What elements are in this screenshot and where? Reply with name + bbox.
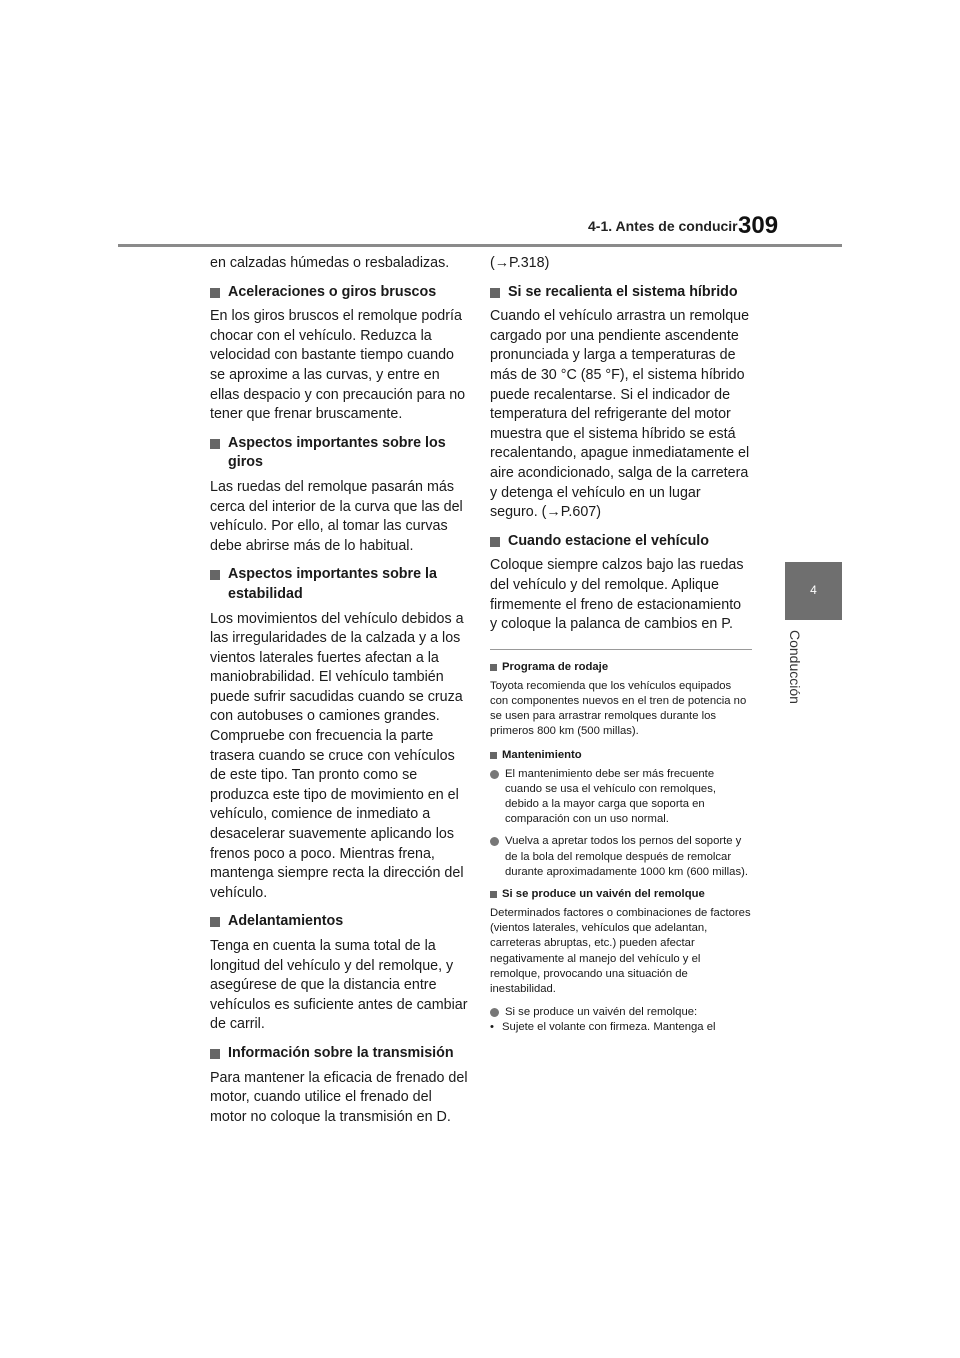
chapter-number: 4 [810, 583, 817, 597]
chapter-label-wrap [779, 630, 809, 710]
section-text: Tenga en cuenta la suma total de la longitud del vehículo y del remolque, y asegúrese de que la distancia entre vehículos es suficiente antes de cambiar de carril. [210, 938, 468, 1033]
section-text: Las ruedas del remolque pasarán más cerca del interior de la curva que las del vehículo. Por ello, al tomar las curvas debe abrirse más de lo habitual. [210, 478, 463, 554]
section-heading [210, 912, 468, 932]
note-bullet [490, 767, 752, 828]
section-text: Para mantener la eficacia de frenado del motor, cuando utilice el frenado del motor no coloque la transmisión en D. [210, 1069, 468, 1125]
bullet-text: Si se produce un vaivén del remolque: [505, 1006, 698, 1019]
page-number: 309 [738, 212, 779, 239]
heading-text: Información sobre la transmisión [228, 1044, 454, 1061]
circle-bullet-icon [490, 837, 499, 846]
section-text: Los movimientos del vehículo debidos a las irregularidades de la calzada y a los vientos laterales fuertes afectan a la maniobrabilidad. El vehículo también puede sufrir sacudidas cuando se cruza con autobuses o camiones grandes. Compruebe con frecuencia la parte trasera cuando se cruce con vehículos de este tipo. Tan pronto como se produzca este tipo de movimiento en el vehículo, comience de inmediato a desacelerar suavemente aplicando los frenos poco a poco. Mientras frena, mantenga siempre recta la dirección del vehículo. [210, 610, 464, 901]
section-heading [490, 283, 752, 303]
note-text: Determinados factores o combinaciones de factores (vientos laterales, vehículos que adelantan, carreteras abruptas, etc.) pueden afectar negativamente al manejo del vehículo y el remolque, provocando una situación de inestabilidad. [490, 906, 751, 995]
section-text: En los giros bruscos el remolque podría chocar con el vehículo. Reduzca la velocidad con bastante tiempo cuando se aproxime a las curvas, y entre en ellas despacio y con precaución para no tener que frenar bruscamente. [210, 308, 466, 423]
section-text: Cuando el vehículo arrastra un remolque cargado por una pendiente ascendente pronunciada y larga a temperaturas de más de 30 °C (85 °F), el sistema híbrido puede recalentarse. Si el indicador de temperatura del refrigerante del motor muestra que el sistema híbrido se está recalentando, apague inmediatamente el aire acondicionado, salga de la carretera y detenga el vehículo en un lugar seguro. (→P.607) [490, 308, 750, 521]
heading-text: Si se recalienta el sistema híbrido [508, 283, 738, 300]
section-text: Coloque siempre calzos bajo las ruedas del vehículo y del remolque. Aplique firmemente el freno de estacionamiento y coloque la palanca de cambios en P. [490, 557, 744, 633]
page-reference: (→P.318) [490, 255, 550, 271]
section-heading [210, 565, 468, 604]
section-heading [210, 434, 468, 473]
square-bullet-icon [210, 288, 220, 298]
note-heading-text: Si se produce un vaivén del remolque [502, 887, 705, 900]
square-bullet-icon [210, 917, 220, 927]
note-heading-text: Programa de rodaje [502, 660, 609, 673]
square-bullet-icon [490, 537, 500, 547]
heading-text: Aspectos importantes sobre los giros [228, 434, 446, 471]
circle-bullet-icon [490, 1008, 499, 1017]
dash-bullet-icon: • [490, 1021, 494, 1034]
note-text: Toyota recomienda que los vehículos equipados con componentes nuevos en el tren de potencia no se usen para arrastrar remolques durante los primeros 800 km (500 millas). [490, 679, 747, 738]
section-title: 4-1. Antes de conducir [588, 218, 738, 234]
notes-divider [490, 649, 752, 650]
header-divider [118, 244, 842, 247]
circle-bullet-icon [490, 770, 499, 779]
square-bullet-icon [490, 891, 497, 898]
square-bullet-icon [210, 570, 220, 580]
dash-item [490, 1020, 752, 1035]
intro-text: en calzadas húmedas o resbaladizas. [210, 255, 450, 271]
right-column [490, 254, 752, 1036]
heading-text: Cuando estacione el vehículo [508, 532, 710, 549]
dash-text: Sujete el volante con firmeza. Mantenga el [502, 1021, 716, 1034]
square-bullet-icon [490, 664, 497, 671]
bullet-text: Vuelva a apretar todos los pernos del soporte y de la bola del remolque después de remolcar durante aproximadamente 1000 km (600 millas). [505, 835, 749, 878]
square-bullet-icon [490, 288, 500, 298]
left-column [210, 254, 468, 1136]
heading-text: Aspectos importantes sobre la estabilidad [228, 566, 437, 602]
note-heading [490, 887, 752, 902]
square-bullet-icon [210, 439, 220, 449]
note-bullet [490, 1005, 752, 1020]
note-bullet [490, 834, 752, 880]
section-heading [490, 532, 752, 552]
heading-text: Adelantamientos [228, 913, 344, 930]
section-heading [210, 1044, 468, 1064]
note-heading [490, 748, 752, 763]
square-bullet-icon [490, 752, 497, 759]
heading-text: Aceleraciones o giros bruscos [228, 283, 437, 300]
bullet-text: El mantenimiento debe ser más frecuente cuando se usa el vehículo con remolques, debido a la mayor carga que soporta en comparación con un uso normal. [505, 767, 717, 826]
note-heading [490, 660, 752, 675]
section-heading [210, 283, 468, 303]
note-heading-text: Mantenimiento [502, 748, 582, 761]
chapter-label: Conducción [787, 630, 803, 704]
square-bullet-icon [210, 1049, 220, 1059]
